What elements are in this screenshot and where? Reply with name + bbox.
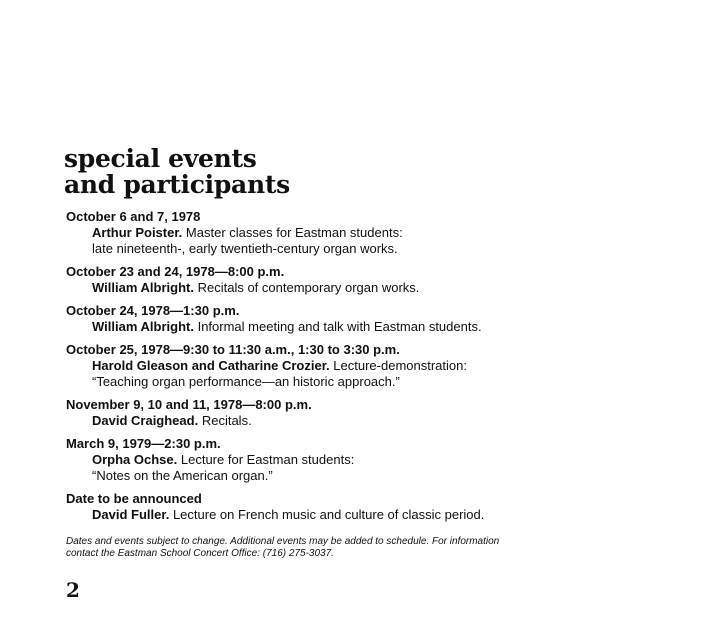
event-body: [66, 319, 686, 335]
page-heading: [64, 146, 290, 198]
event-body: [66, 358, 686, 390]
event-item: [66, 209, 686, 257]
events-list: [66, 209, 686, 530]
participant-name: David Craighead.: [92, 413, 199, 428]
event-description: Recitals.: [201, 413, 252, 428]
heading-line-1: special events: [64, 144, 257, 173]
footnote-line-2: contact the Eastman School Concert Office: (716) 275-3037.: [66, 548, 334, 559]
page-number: 2: [66, 578, 80, 602]
event-description: Informal meeting and talk with Eastman students.: [197, 319, 482, 334]
event-date: October 23 and 24, 1978—8:00 p.m.: [66, 264, 285, 279]
event-body: [66, 413, 686, 429]
event-description-continued: “Notes on the American organ.”: [92, 468, 273, 483]
event-date: Date to be announced: [66, 491, 202, 506]
event-description-continued: “Teaching organ performance—an historic approach.”: [92, 374, 400, 389]
event-date: October 24, 1978—1:30 p.m.: [66, 303, 240, 318]
participant-name: William Albright.: [92, 280, 194, 295]
participant-name: David Fuller.: [92, 507, 170, 522]
event-date: October 25, 1978—9:30 to 11:30 a.m., 1:30 to 3:30 p.m.: [66, 342, 400, 357]
event-description: Lecture for Eastman students:: [180, 452, 355, 467]
event-item: [66, 491, 686, 523]
footnote-line-1: Dates and events subject to change. Additional events may be added to schedule. For information: [66, 536, 500, 547]
event-date: October 6 and 7, 1978: [66, 209, 201, 224]
event-description-continued: late nineteenth-, early twentieth-century organ works.: [92, 241, 398, 256]
event-description: Lecture-demonstration:: [333, 358, 467, 373]
event-description: Recitals of contemporary organ works.: [197, 280, 420, 295]
event-item: [66, 436, 686, 484]
event-item: [66, 342, 686, 390]
heading-line-2: and participants: [64, 170, 290, 199]
event-item: [66, 264, 686, 296]
participant-name: William Albright.: [92, 319, 194, 334]
participant-name: Orpha Ochse.: [92, 452, 178, 467]
event-description: Lecture on French music and culture of classic period.: [172, 507, 485, 522]
event-item: [66, 397, 686, 429]
event-item: [66, 303, 686, 335]
participant-name: Arthur Poister.: [92, 225, 183, 240]
event-body: [66, 225, 686, 257]
event-description: Master classes for Eastman students:: [185, 225, 403, 240]
event-date: November 9, 10 and 11, 1978—8:00 p.m.: [66, 397, 312, 412]
event-date: March 9, 1979—2:30 p.m.: [66, 436, 221, 451]
schedule-footnote: [66, 536, 686, 560]
event-body: [66, 507, 686, 523]
participant-name: Harold Gleason and Catharine Crozier.: [92, 358, 330, 373]
event-body: [66, 280, 686, 296]
event-body: [66, 452, 686, 484]
